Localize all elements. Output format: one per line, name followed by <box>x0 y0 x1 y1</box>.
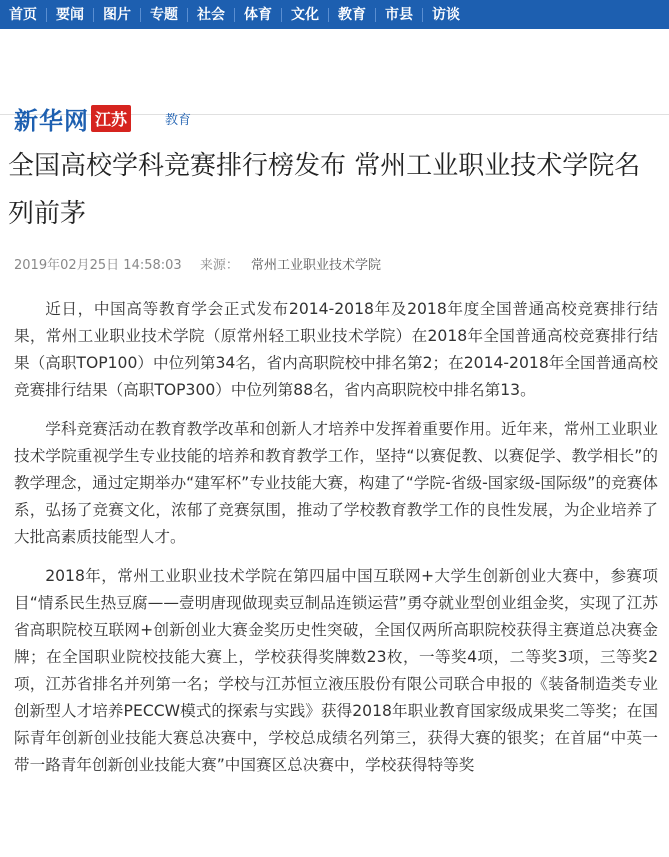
paragraph-3: 2018年，常州工业职业技术学院在第四届中国互联网+大学生创新创业大赛中，参赛项目“情系民生热豆腐——壹明唐现做现卖豆制品连锁运营”勇夺就业型创业组金奖，实现了江苏省高职院校互联网+创新创业大赛金奖历史性突破，全国仅两所高职院校获得主赛道总决赛金牌；在全国职业院校技能大赛上，学校获得奖牌数23枚，一等奖4项，二等奖3项，三等奖2项，江苏省排名并列第一名；学校与江苏恒立液压股份有限公司联合申报的《装备制造类专业创新型人才培养PECCW模式的探索与实践》获得2018年职业教育国家级成果奖二等奖；在国际青年创新创业技能大赛总决赛中，学校总成绩名列第三，获得大赛的银奖；在首届“中英一带一路青年创新创业技能大赛”中国赛区总决赛中，学校获得特等奖 <box>14 567 658 774</box>
article-body <box>14 296 658 791</box>
channel-link[interactable]: 教育 <box>165 113 192 128</box>
paragraph-1: 近日，中国高等教育学会正式发布2014-2018年及2018年度全国普通高校竞赛排行结果，常州工业职业技术学院（原常州轻工职业技术学院）在2018年全国普通高校竞赛排行结果（高职TOP100）中位列第34名，省内高职院校中排名第2；在2014-2018年全国普通高校竞赛排行结果（高职TOP300）中位列第88名，省内高职院校中排名第13。 <box>14 300 658 399</box>
nav-photos[interactable]: 图片 <box>94 8 141 22</box>
nav-topics[interactable]: 专题 <box>141 8 188 22</box>
nav-sports[interactable]: 体育 <box>235 8 282 22</box>
nav-cities[interactable]: 市县 <box>376 8 423 22</box>
top-navigation <box>0 0 669 29</box>
nav-education[interactable]: 教育 <box>329 8 376 22</box>
logo-region-badge: 江苏 <box>91 105 131 132</box>
source-name: 常州工业职业技术学院 <box>250 258 381 273</box>
publish-datetime: 2019年02月25日 14:58:03 <box>14 258 182 273</box>
article-title: 全国高校学科竞赛排行榜发布 常州工业职业技术学院名列前茅 <box>8 151 641 229</box>
logo-text: 新华网 <box>14 106 89 135</box>
nav-society[interactable]: 社会 <box>188 8 235 22</box>
paragraph-2: 学科竞赛活动在教育教学改革和创新人才培养中发挥着重要作用。近年来，常州工业职业技术学院重视学生专业技能的培养和教育教学工作，坚持“以赛促教、以赛促学、教学相长”的教学理念，通过定期举办“建军杯”专业技能大赛，构建了“学院-省级-国家级-国际级”的竞赛体系，弘扬了竞赛文化，浓郁了竞赛氛围，推动了学校教育教学工作的良性发展，为企业培养了大批高素质技能型人才。 <box>14 420 658 546</box>
nav-culture[interactable]: 文化 <box>282 8 329 22</box>
nav-interviews[interactable]: 访谈 <box>432 6 460 23</box>
nav-home[interactable]: 首页 <box>0 8 47 22</box>
site-header <box>0 29 669 135</box>
source-label: 来源： <box>199 258 239 273</box>
article-meta <box>14 254 381 273</box>
xinhuanet-jiangsu-logo[interactable] <box>14 101 131 136</box>
nav-headlines[interactable]: 要闻 <box>47 8 94 22</box>
